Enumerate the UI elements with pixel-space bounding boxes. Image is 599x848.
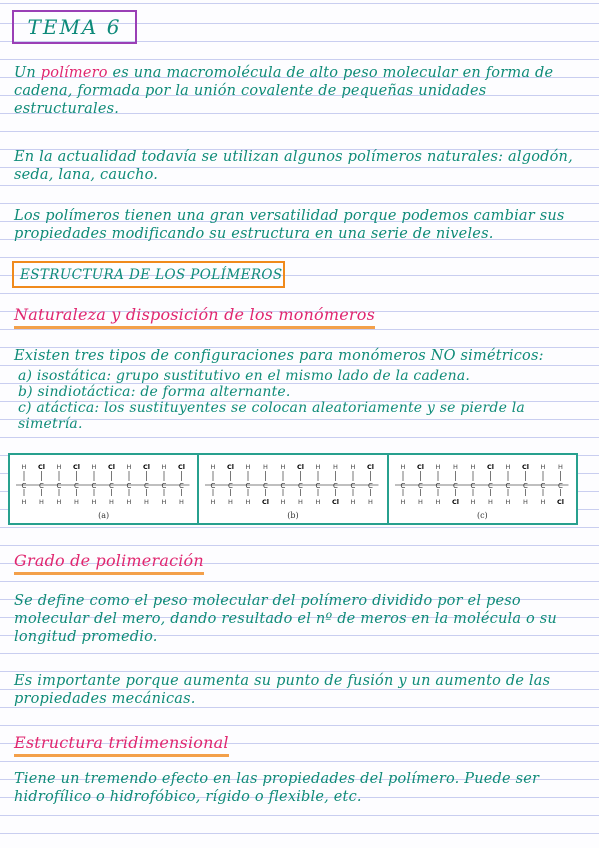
atom-label-top: H — [400, 463, 406, 471]
atom-label-top: H — [280, 463, 286, 471]
atom-label-top: H — [161, 463, 167, 471]
list-item: a) isostática: grupo sustitutivo en el mismo lado de la cadena. — [18, 368, 471, 384]
atom-label-bottom: H — [109, 498, 114, 506]
polymerization-paragraph-2: Es importante porque aumenta su punto de fusión y un aumento de las propiedades mecánicas. — [14, 673, 551, 707]
intro-rest: es una macromolécula de alto peso molecular en forma de cadena, formada por la unión covalente de pequeñas unidades estructurales. — [14, 65, 554, 117]
atom-label-top: Cl — [38, 463, 45, 471]
atom-label-top: Cl — [416, 463, 424, 471]
atom-label-bottom: H — [522, 498, 528, 506]
atom-label-top: H — [245, 463, 251, 471]
atom-label-bottom: H — [144, 498, 149, 506]
carbon-atom-label: C — [74, 482, 79, 490]
atom-label-top: Cl — [486, 463, 494, 471]
atom-label-bottom: H — [56, 498, 62, 506]
carbon-atom-label: C — [56, 482, 62, 490]
carbon-atom-label: C — [557, 482, 563, 490]
atom-label-bottom: Cl — [556, 498, 564, 506]
atom-label-top: H — [21, 463, 27, 471]
atom-label-top: H — [435, 463, 441, 471]
carbon-atom-label: C — [470, 482, 476, 490]
carbon-atom-label: C — [368, 482, 374, 490]
configurations-list — [18, 368, 588, 432]
carbon-atom-label: C — [109, 482, 114, 490]
polymerization-paragraph-1: Se define como el peso molecular del polímero dividido por el peso molecular del mero, dando resultado el nº de meros en la molécula o su longitud promedio. — [14, 593, 557, 645]
carbon-atom-label: C — [263, 482, 269, 490]
carbon-atom-label: C — [210, 482, 216, 490]
versatility-paragraph: Los polímeros tienen una gran versatilidad porque podemos cambiar sus propiedades modificando su estructura en una serie de niveles. — [14, 208, 565, 242]
carbon-atom-label: C — [228, 482, 234, 490]
atom-label-bottom: H — [91, 498, 97, 506]
atom-label-top: H — [557, 463, 563, 471]
atom-label-bottom: H — [435, 498, 441, 506]
tacticity-figure — [8, 453, 578, 525]
atom-label-bottom: H — [245, 498, 251, 506]
atom-label-bottom: H — [126, 498, 132, 506]
figure-panel-label: (a) — [98, 511, 110, 520]
atom-label-bottom: H — [161, 498, 167, 506]
carbon-atom-label: C — [144, 482, 149, 490]
atom-label-bottom: H — [540, 498, 546, 506]
carbon-atom-label: C — [452, 482, 458, 490]
atom-label-top: H — [210, 463, 216, 471]
carbon-atom-label: C — [280, 482, 286, 490]
atom-label-top: Cl — [367, 463, 375, 471]
carbon-atom-label: C — [298, 482, 304, 490]
carbon-atom-label: C — [540, 482, 546, 490]
atom-label-top: Cl — [108, 463, 115, 471]
atom-label-top: Cl — [178, 463, 185, 471]
carbon-atom-label: C — [417, 482, 423, 490]
atom-label-top: H — [333, 463, 339, 471]
atom-label-bottom: H — [280, 498, 286, 506]
atom-label-bottom: H — [74, 498, 79, 506]
atom-label-bottom: H — [400, 498, 406, 506]
atom-label-top: H — [540, 463, 546, 471]
subheading-3d-structure: Estructura tridimensional — [14, 733, 229, 757]
atom-label-bottom: H — [350, 498, 356, 506]
carbon-atom-label: C — [161, 482, 167, 490]
atom-label-bottom: H — [298, 498, 304, 506]
carbon-atom-label: C — [400, 482, 406, 490]
atom-label-bottom: H — [315, 498, 321, 506]
list-item: c) atáctica: los sustituyentes se colocan aleatoriamente y se pierde la simetría. — [18, 400, 525, 432]
subheading-polymerization: Grado de polimeración — [14, 551, 204, 575]
natural-polymers-paragraph: En la actualidad todavía se utilizan algunos polímeros naturales: algodón, seda, lana, caucho. — [14, 149, 573, 183]
atom-label-bottom: H — [505, 498, 511, 506]
carbon-atom-label: C — [435, 482, 441, 490]
configurations-intro: Existen tres tipos de configuraciones para monómeros NO simétricos: — [14, 348, 544, 364]
atom-label-bottom: H — [21, 498, 27, 506]
carbon-atom-label: C — [245, 482, 251, 490]
atom-label-bottom: H — [368, 498, 374, 506]
figure-panel-a — [10, 455, 199, 523]
list-item: b) sindiotáctica: de forma alternante. — [18, 384, 291, 400]
intro-highlight: polímero — [40, 65, 108, 81]
atom-label-bottom: H — [179, 498, 184, 506]
atom-label-top: H — [263, 463, 269, 471]
atom-label-bottom: H — [210, 498, 216, 506]
carbon-atom-label: C — [39, 482, 44, 490]
subheading-monomers: Naturaleza y disposición de los monómeros — [14, 305, 375, 329]
carbon-atom-label: C — [505, 482, 511, 490]
figure-panel-c — [389, 455, 576, 523]
carbon-atom-label: C — [333, 482, 339, 490]
atom-label-bottom: Cl — [451, 498, 459, 506]
atom-label-top: H — [350, 463, 356, 471]
section-heading: ESTRUCTURA DE LOS POLÍMEROS — [12, 261, 285, 288]
carbon-atom-label: C — [487, 482, 493, 490]
atom-label-top: Cl — [521, 463, 529, 471]
figure-panel-label: (b) — [287, 511, 299, 520]
atom-label-top: Cl — [143, 463, 150, 471]
atom-label-bottom: Cl — [262, 498, 270, 506]
3d-structure-paragraph: Tiene un tremendo efecto en las propiedades del polímero. Puede ser hidrofílico o hidrofóbico, rígido o flexible, etc. — [14, 771, 540, 805]
atom-label-bottom: Cl — [332, 498, 340, 506]
carbon-atom-label: C — [91, 482, 97, 490]
atom-label-bottom: H — [417, 498, 423, 506]
page-title: TEMA 6 — [12, 10, 137, 44]
carbon-atom-label: C — [350, 482, 356, 490]
atom-label-top: H — [505, 463, 511, 471]
atom-label-top: H — [126, 463, 132, 471]
carbon-atom-label: C — [126, 482, 132, 490]
atom-label-bottom: H — [487, 498, 493, 506]
carbon-atom-label: C — [179, 482, 184, 490]
carbon-atom-label: C — [315, 482, 321, 490]
intro-word: Un — [14, 65, 36, 81]
atom-label-top: Cl — [73, 463, 80, 471]
figure-panel-label: (c) — [476, 511, 488, 520]
intro-paragraph — [14, 64, 589, 118]
carbon-atom-label: C — [21, 482, 27, 490]
atom-label-top: Cl — [227, 463, 235, 471]
carbon-atom-label: C — [522, 482, 528, 490]
atom-label-top: H — [56, 463, 62, 471]
atom-label-top: Cl — [297, 463, 305, 471]
figure-panel-b — [199, 455, 388, 523]
atom-label-top: H — [470, 463, 476, 471]
atom-label-bottom: H — [470, 498, 476, 506]
atom-label-bottom: H — [228, 498, 234, 506]
atom-label-top: H — [452, 463, 458, 471]
atom-label-top: H — [91, 463, 97, 471]
atom-label-bottom: H — [39, 498, 44, 506]
atom-label-top: H — [315, 463, 321, 471]
